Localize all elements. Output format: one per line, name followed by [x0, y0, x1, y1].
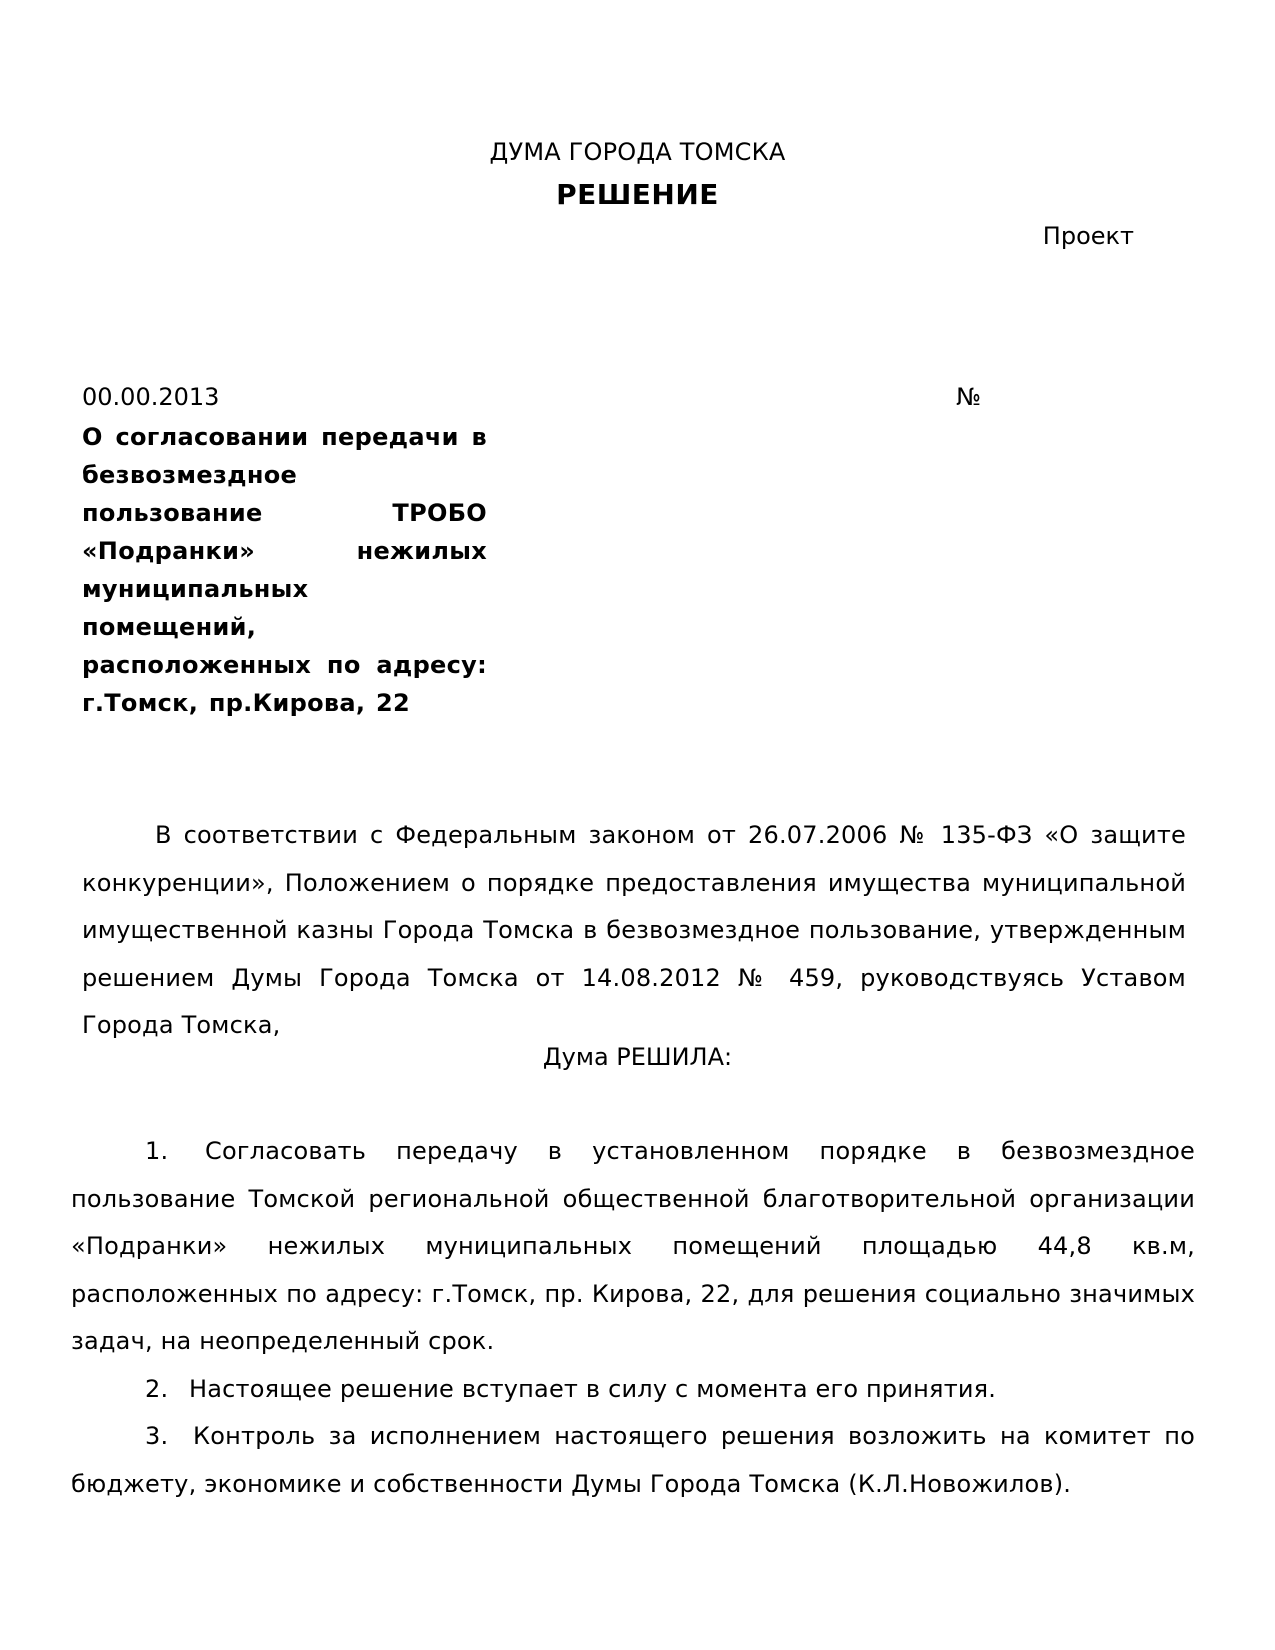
item-text: Настоящее решение вступает в силу с момента его принятия. [189, 1374, 997, 1403]
document-number-sign: № [956, 383, 981, 411]
organization-name: ДУМА ГОРОДА ТОМСКА [489, 138, 786, 166]
item-number: 3. [145, 1422, 169, 1450]
resolved-heading: Дума РЕШИЛА: [542, 1043, 733, 1071]
document-subject: О согласовании передачи в безвозмездное пользование ТРОБО «Подранки» нежилых муниципальных помещений, расположенных по адресу: г.Томск, пр.Кирова, 22 [82, 423, 487, 717]
document-type-title: РЕШЕНИЕ [556, 178, 719, 211]
resolution-items [71, 1128, 1195, 1508]
preamble-paragraph: В соответствии с Федеральным законом от 26.07.2006 № 135-ФЗ «О защите конкуренции», Положением о порядке предоставления имущества муниципальной имущественной казны Города Томска в безвозмездное пользование, утвержденным решением Думы Города Томска от 14.08.2012 № 459, руководствуясь Уставом Города Томска, [82, 821, 1186, 1039]
item-number: 1. [145, 1137, 169, 1165]
item-text: Контроль за исполнением настоящего решения возложить на комитет по бюджету, экономике и собственности Думы Города Томска (К.Л.Новожилов). [71, 1422, 1195, 1498]
document-date: 00.00.2013 [82, 383, 220, 411]
draft-label: Проект [1042, 222, 1134, 250]
resolution-item [71, 1128, 1195, 1366]
item-text: Согласовать передачу в установленном порядке в безвозмездное пользование Томской региональной общественной благотворительной организации «Подранки» нежилых муниципальных помещений площадью 44,8 кв.м, расположенных по адресу: г.Томск, пр. Кирова, 22, для решения социально значимых задач, на неопределенный срок. [71, 1137, 1195, 1355]
item-number: 2. [145, 1374, 169, 1403]
resolution-item [71, 1413, 1195, 1508]
resolution-item [71, 1366, 1195, 1414]
